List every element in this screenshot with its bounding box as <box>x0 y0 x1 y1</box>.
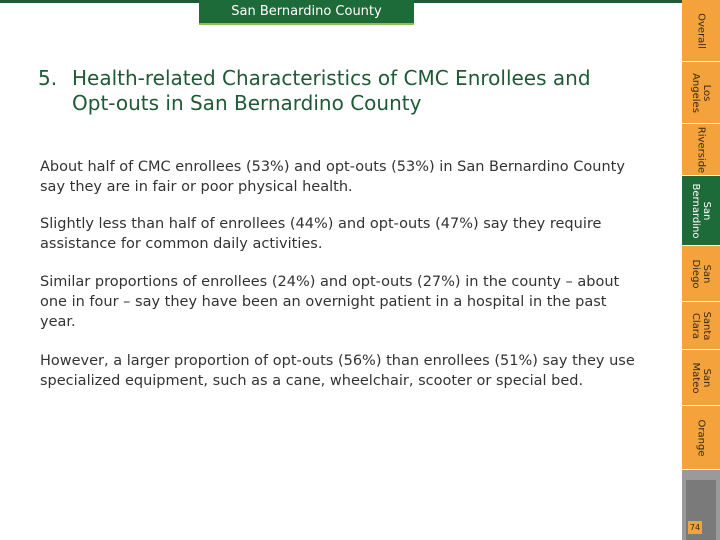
slide-title-line2: Opt-outs in San Bernardino County <box>72 91 422 115</box>
tab-orange-label: Orange <box>695 419 707 456</box>
section-header-label: San Bernardino County <box>231 4 382 19</box>
tab-riverside[interactable] <box>682 124 720 176</box>
tab-santa-clara-label: Santa Clara <box>690 311 712 340</box>
tab-riverside-label: Riverside <box>695 126 707 173</box>
tab-orange[interactable] <box>682 406 720 470</box>
tab-overall[interactable] <box>682 0 720 62</box>
finding-daily-assistance: Slightly less than half of enrollees (44%) and opt-outs (47%) say they require assistance for common daily activities. <box>40 216 602 252</box>
slide-number: 5. <box>38 66 58 90</box>
slide-title <box>38 66 678 116</box>
section-header <box>199 0 414 23</box>
tab-san-mateo[interactable] <box>682 350 720 406</box>
tab-los-angeles[interactable] <box>682 62 720 124</box>
page-number: 74 <box>689 523 701 532</box>
tab-san-mateo-label: San Mateo <box>690 362 712 393</box>
tab-san-diego-label: San Diego <box>690 258 712 289</box>
finding-physical-health: About half of CMC enrollees (53%) and opt-outs (53%) in San Bernardino County say they are in fair or poor physical health. <box>40 159 625 195</box>
tab-overall-label: Overall <box>695 12 707 49</box>
tab-san-diego[interactable] <box>682 246 720 302</box>
header-underline <box>199 23 414 25</box>
tab-san-bernardino-label: San Bernardino <box>690 183 712 238</box>
tab-san-bernardino[interactable] <box>682 176 720 246</box>
slide-title-line1: Health-related Characteristics of CMC Enrollees and <box>72 66 591 90</box>
tab-los-angeles-label: Los Angeles <box>690 72 712 113</box>
finding-special-equipment: However, a larger proportion of opt-outs (56%) than enrollees (51%) say they use specialized equipment, such as a cane, wheelchair, scooter or special bed. <box>40 353 635 389</box>
finding-hospital-stay: Similar proportions of enrollees (24%) and opt-outs (27%) in the county – about one in four – say they have been an overnight patient in a hospital in the past year. <box>40 274 620 330</box>
tab-santa-clara[interactable] <box>682 302 720 350</box>
county-nav <box>682 0 720 540</box>
